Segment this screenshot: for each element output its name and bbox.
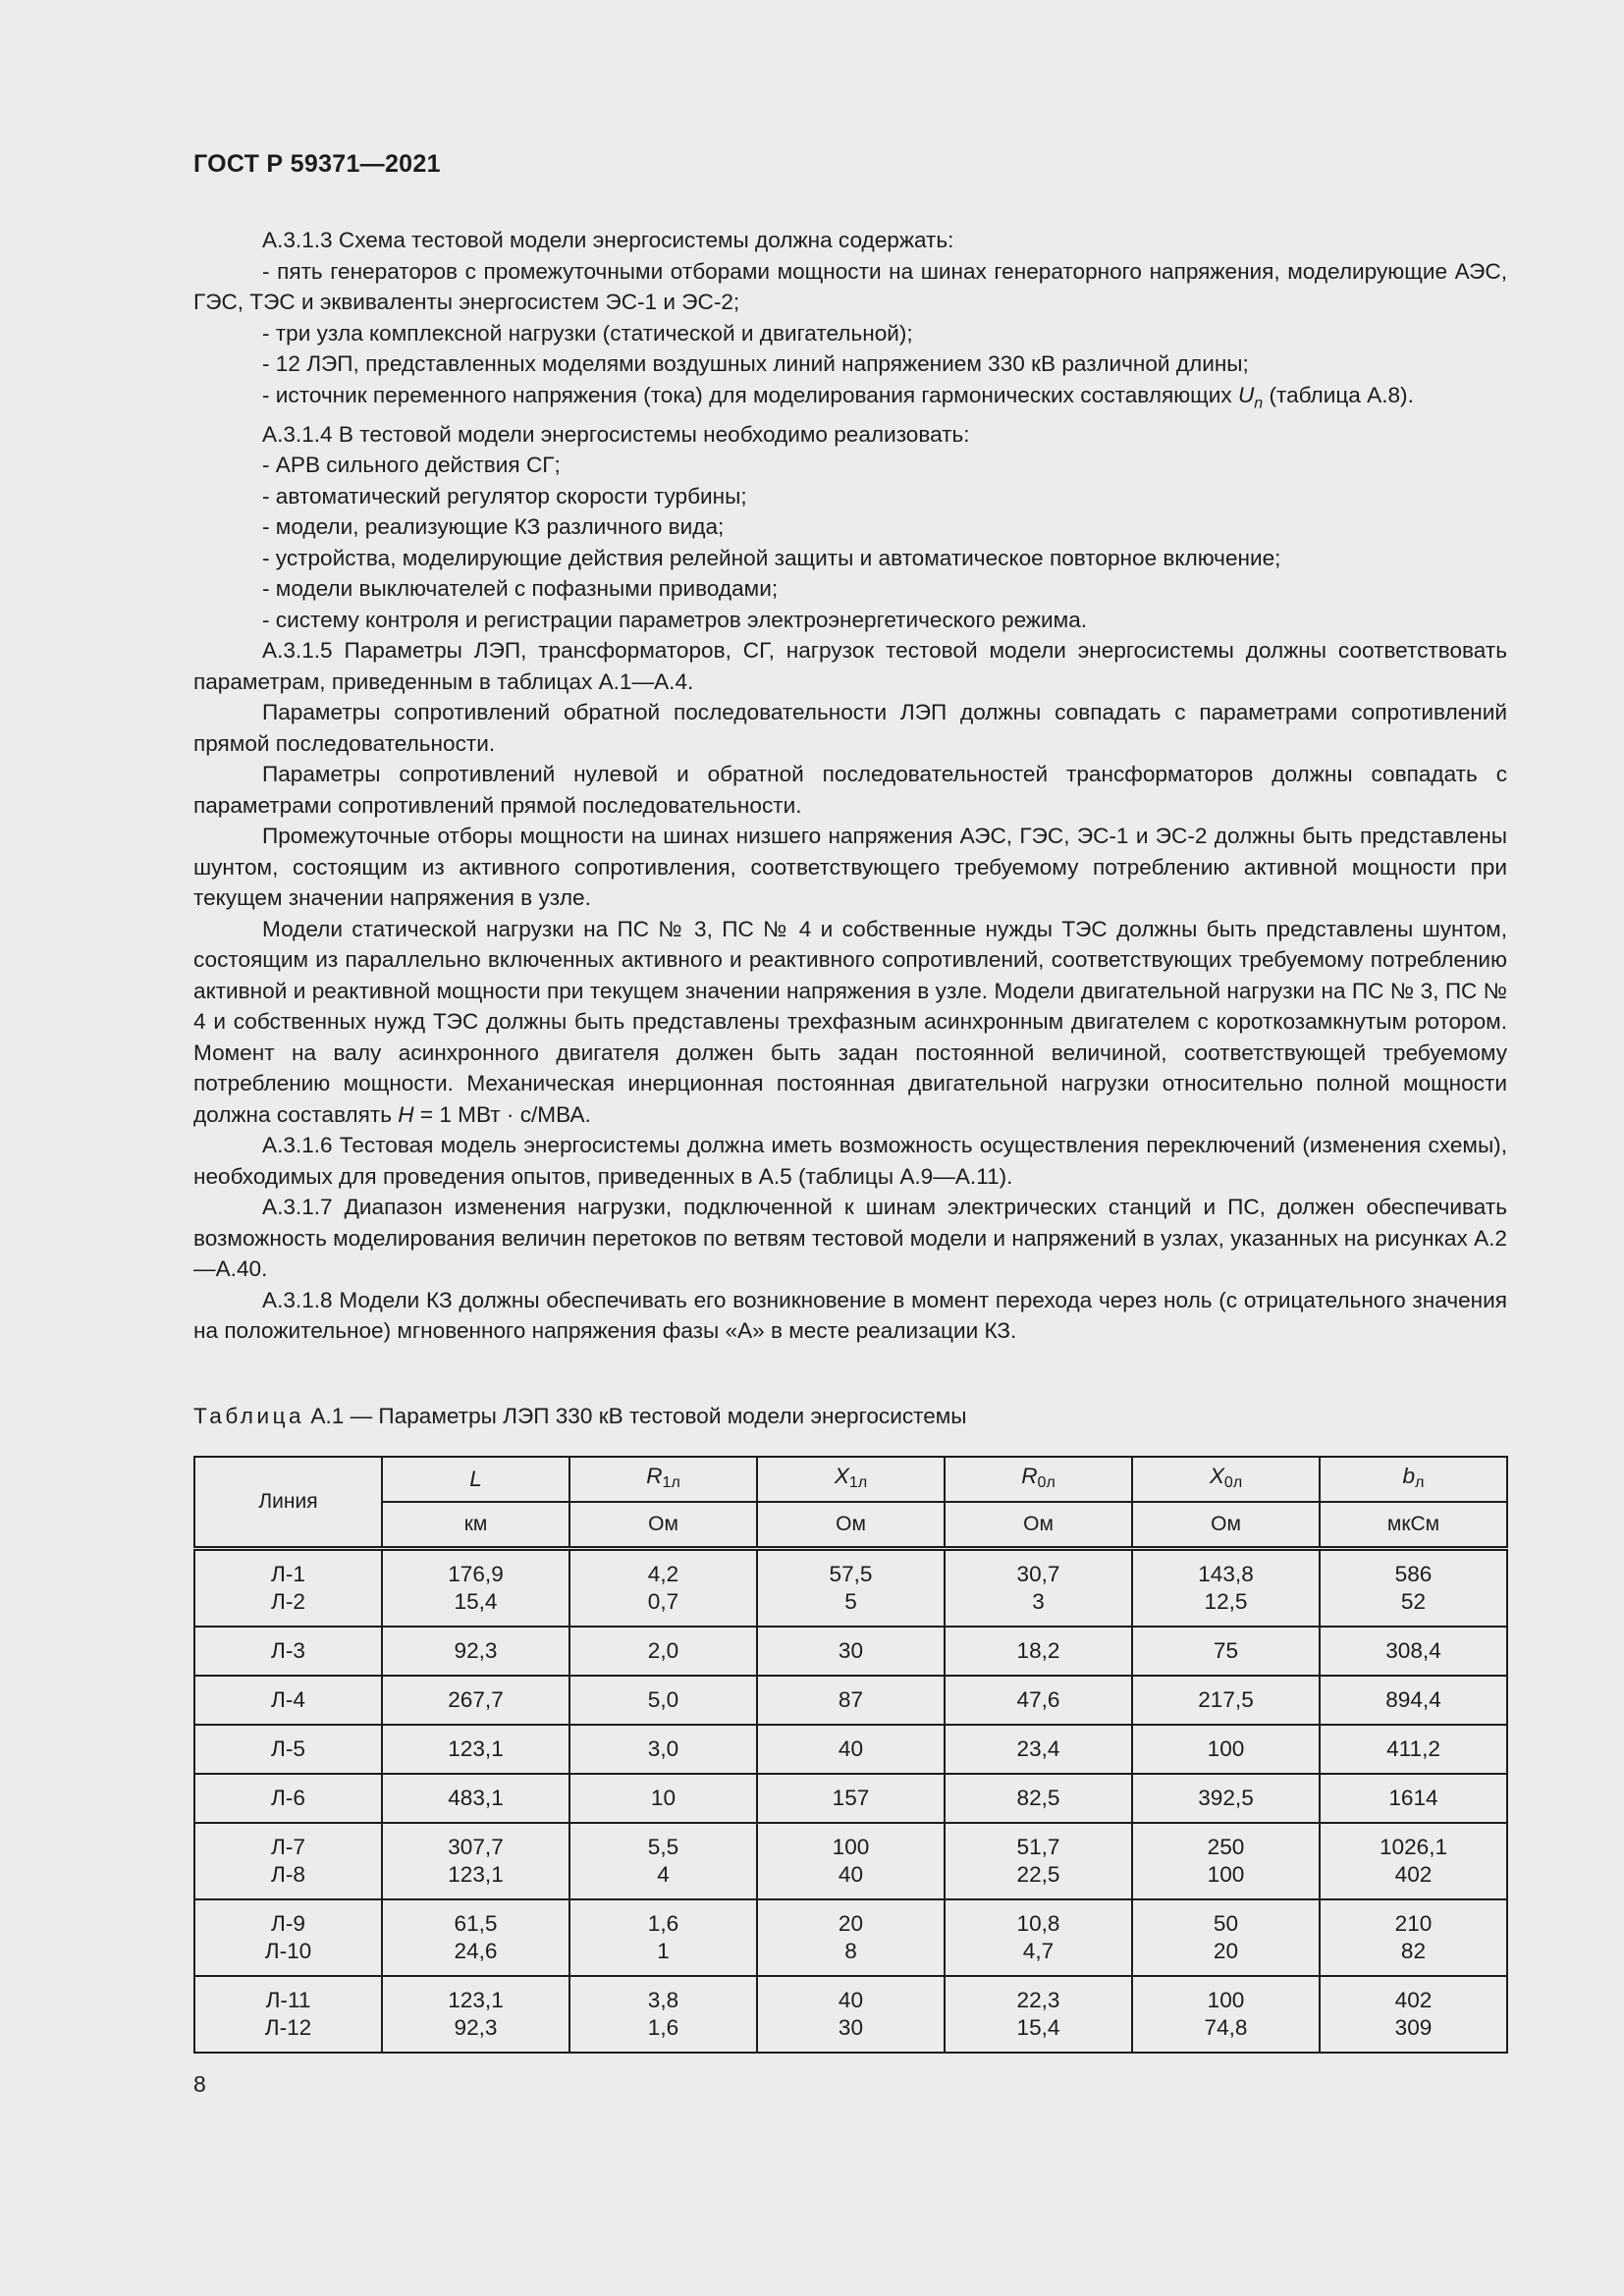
- value-cell: 75: [1132, 1627, 1320, 1676]
- line-name-cell: Л-4: [194, 1676, 382, 1725]
- value-cell: 30: [757, 1627, 945, 1676]
- table-row: [194, 1549, 1507, 1628]
- value-cell: 23,4: [945, 1725, 1132, 1774]
- table-row: [194, 1899, 1507, 1976]
- value-cell: 47,6: [945, 1676, 1132, 1725]
- table-row: [194, 1676, 1507, 1725]
- column-unit: мкСм: [1320, 1502, 1507, 1549]
- value-cell: 217,5: [1132, 1676, 1320, 1725]
- line-name-cell: Л-5: [194, 1725, 382, 1774]
- table-row: [194, 1725, 1507, 1774]
- line-name-cell: Л-3: [194, 1627, 382, 1676]
- value-cell: 18,2: [945, 1627, 1132, 1676]
- value-cell: 10,8 4,7: [945, 1899, 1132, 1976]
- value-cell: 100 74,8: [1132, 1976, 1320, 2053]
- value-cell: 5,0: [569, 1676, 757, 1725]
- column-header-symbol: $b_л$: [1320, 1457, 1507, 1502]
- value-cell: 30,7 3: [945, 1549, 1132, 1628]
- value-cell: 143,8 12,5: [1132, 1549, 1320, 1628]
- paragraph: А.3.1.6 Тестовая модель энергосистемы должна иметь возможность осуществления переключений (изменения схемы), необходимых для проведения опытов, приведенных в А.5 (таблицы А.9—А.11).: [193, 1133, 1507, 1189]
- paragraph: - устройства, моделирующие действия релейной защиты и автоматическое повторное включение;: [262, 545, 1281, 570]
- line-name-cell: Л-9 Л-10: [194, 1899, 382, 1976]
- paragraph: Промежуточные отборы мощности на шинах низшего напряжения АЭС, ГЭС, ЭС-1 и ЭС-2 должны быть представлены шунтом, состоящим из активного сопротивления, соответствующего требуемому потреблению активной мощности при текущем значении напряжения в узле.: [193, 824, 1507, 911]
- value-cell: 50 20: [1132, 1899, 1320, 1976]
- value-cell: 157: [757, 1774, 945, 1823]
- value-cell: 402 309: [1320, 1976, 1507, 2053]
- column-header-symbol: L: [382, 1457, 569, 1502]
- value-cell: 267,7: [382, 1676, 569, 1725]
- value-cell: 1,6 1: [569, 1899, 757, 1976]
- paragraph: Параметры сопротивлений нулевой и обратной последовательностей трансформаторов должны совпадать с параметрами сопротивлений прямой последовательности.: [193, 762, 1507, 818]
- column-unit: Ом: [757, 1502, 945, 1549]
- paragraph: А.3.1.7 Диапазон изменения нагрузки, подключенной к шинам электрических станций и ПС, должен обеспечивать возможность моделирования величин перетоков по ветвям тестовой модели и напряжений в узлах, указанных на рисунках А.2—А.40.: [193, 1195, 1507, 1282]
- line-name-cell: Л-11 Л-12: [194, 1976, 382, 2053]
- value-cell: 1026,1 402: [1320, 1823, 1507, 1899]
- table-row: [194, 1823, 1507, 1899]
- line-name-cell: Л-1 Л-2: [194, 1549, 382, 1628]
- value-cell: 176,9 15,4: [382, 1549, 569, 1628]
- page-number: 8: [193, 2071, 206, 2097]
- column-unit: Ом: [569, 1502, 757, 1549]
- line-name-cell: Л-7 Л-8: [194, 1823, 382, 1899]
- paragraph: - три узла комплексной нагрузки (статической и двигательной);: [262, 320, 913, 346]
- value-cell: 411,2: [1320, 1725, 1507, 1774]
- value-cell: 307,7 123,1: [382, 1823, 569, 1899]
- paragraph: - систему контроля и регистрации параметров электроэнергетического режима.: [262, 607, 1088, 632]
- column-unit: км: [382, 1502, 569, 1549]
- value-cell: 1614: [1320, 1774, 1507, 1823]
- value-cell: 10: [569, 1774, 757, 1823]
- value-cell: 308,4: [1320, 1627, 1507, 1676]
- paragraph-harmonic-source: - источник переменного напряжения (тока) для моделирования гармонических составляющих $U_n$ (таблица А.8).: [262, 382, 1414, 412]
- value-cell: 22,3 15,4: [945, 1976, 1132, 2053]
- table-row: [194, 1774, 1507, 1823]
- column-unit: Ом: [1132, 1502, 1320, 1549]
- body-text: [193, 225, 1507, 1347]
- column-unit: Ом: [945, 1502, 1132, 1549]
- table-caption-word: Таблица: [193, 1404, 305, 1428]
- table-caption: [193, 1404, 967, 1429]
- value-cell: 2,0: [569, 1627, 757, 1676]
- value-cell: 57,5 5: [757, 1549, 945, 1628]
- table-row: [194, 1976, 1507, 2053]
- value-cell: 82,5: [945, 1774, 1132, 1823]
- value-cell: 210 82: [1320, 1899, 1507, 1976]
- value-cell: 392,5: [1132, 1774, 1320, 1823]
- value-cell: 92,3: [382, 1627, 569, 1676]
- column-header-symbol: $X_{0л}$: [1132, 1457, 1320, 1502]
- value-cell: 123,1: [382, 1725, 569, 1774]
- value-cell: 100: [1132, 1725, 1320, 1774]
- value-cell: 20 8: [757, 1899, 945, 1976]
- value-cell: 123,1 92,3: [382, 1976, 569, 2053]
- paragraph: - АРВ сильного действия СГ;: [262, 453, 561, 478]
- value-cell: 250 100: [1132, 1823, 1320, 1899]
- paragraph: А.3.1.4 В тестовой модели энергосистемы необходимо реализовать:: [262, 421, 970, 447]
- value-cell: 51,7 22,5: [945, 1823, 1132, 1899]
- paragraph: - модели, реализующие КЗ различного вида;: [262, 514, 725, 540]
- value-cell: 40: [757, 1725, 945, 1774]
- paragraph: - пять генераторов с промежуточными отборами мощности на шинах генераторного напряжения, моделирующие АЭС, ГЭС, ТЭС и эквиваленты энергосистем ЭС-1 и ЭС-2;: [193, 258, 1507, 314]
- paragraph: Параметры сопротивлений обратной последовательности ЛЭП должны совпадать с параметрами сопротивлений прямой последовательности.: [193, 700, 1507, 756]
- table-row: [194, 1627, 1507, 1676]
- table-caption-text: А.1 — Параметры ЛЭП 330 кВ тестовой модели энергосистемы: [310, 1404, 967, 1428]
- value-cell: 5,5 4: [569, 1823, 757, 1899]
- paragraph-load-models: Модели статической нагрузки на ПС № 3, ПС № 4 и собственные нужды ТЭС должны быть представлены шунтом, состоящим из параллельно включенных активного и реактивного сопротивлений, соответствующих требуемому потреблению активной и реактивной мощности при текущем значении напряжения в узле. Модели двигательной нагрузки на ПС № 3, ПС № 4 и собственных нужд ТЭС должны быть представлены трехфазным асинхронным двигателем с короткозамкнутым ротором. Момент на валу асинхронного двигателя должен быть задан постоянной величиной, соответствующей требуемому потреблению мощности. Механическая инерционная постоянная двигательной нагрузки относительно полной мощности должна составлять H = 1 МВт · с/МВА.: [193, 916, 1507, 1127]
- paragraph: - 12 ЛЭП, представленных моделями воздушных линий напряжением 330 кВ различной длины;: [262, 351, 1249, 376]
- column-header-symbol: $R_{0л}$: [945, 1457, 1132, 1502]
- value-cell: 87: [757, 1676, 945, 1725]
- paragraph: - автоматический регулятор скорости турбины;: [262, 483, 747, 508]
- paragraph: А.3.1.8 Модели КЗ должны обеспечивать его возникновение в момент перехода через ноль (с отрицательного значения на положительное) мгновенного напряжения фазы «А» в месте реализации КЗ.: [193, 1287, 1507, 1344]
- value-cell: 483,1: [382, 1774, 569, 1823]
- column-header-symbol: $R_{1л}$: [569, 1457, 757, 1502]
- column-header-symbol: $X_{1л}$: [757, 1457, 945, 1502]
- paragraph: А.3.1.3 Схема тестовой модели энергосистемы должна содержать:: [262, 228, 954, 252]
- value-cell: 3,8 1,6: [569, 1976, 757, 2053]
- value-cell: 4,2 0,7: [569, 1549, 757, 1628]
- paragraph: А.3.1.5 Параметры ЛЭП, трансформаторов, СГ, нагрузок тестовой модели энергосистемы должны соответствовать параметрам, приведенным в таблицах А.1—А.4.: [193, 638, 1507, 694]
- value-cell: 586 52: [1320, 1549, 1507, 1628]
- line-name-cell: Л-6: [194, 1774, 382, 1823]
- value-cell: 100 40: [757, 1823, 945, 1899]
- value-cell: 3,0: [569, 1725, 757, 1774]
- value-cell: 894,4: [1320, 1676, 1507, 1725]
- line-parameters-table: [193, 1456, 1508, 2054]
- paragraph: - модели выключателей с пофазными приводами;: [262, 576, 779, 602]
- value-cell: 61,5 24,6: [382, 1899, 569, 1976]
- column-header-line: Линия: [194, 1457, 382, 1549]
- value-cell: 40 30: [757, 1976, 945, 2053]
- document-code: ГОСТ Р 59371—2021: [193, 150, 441, 178]
